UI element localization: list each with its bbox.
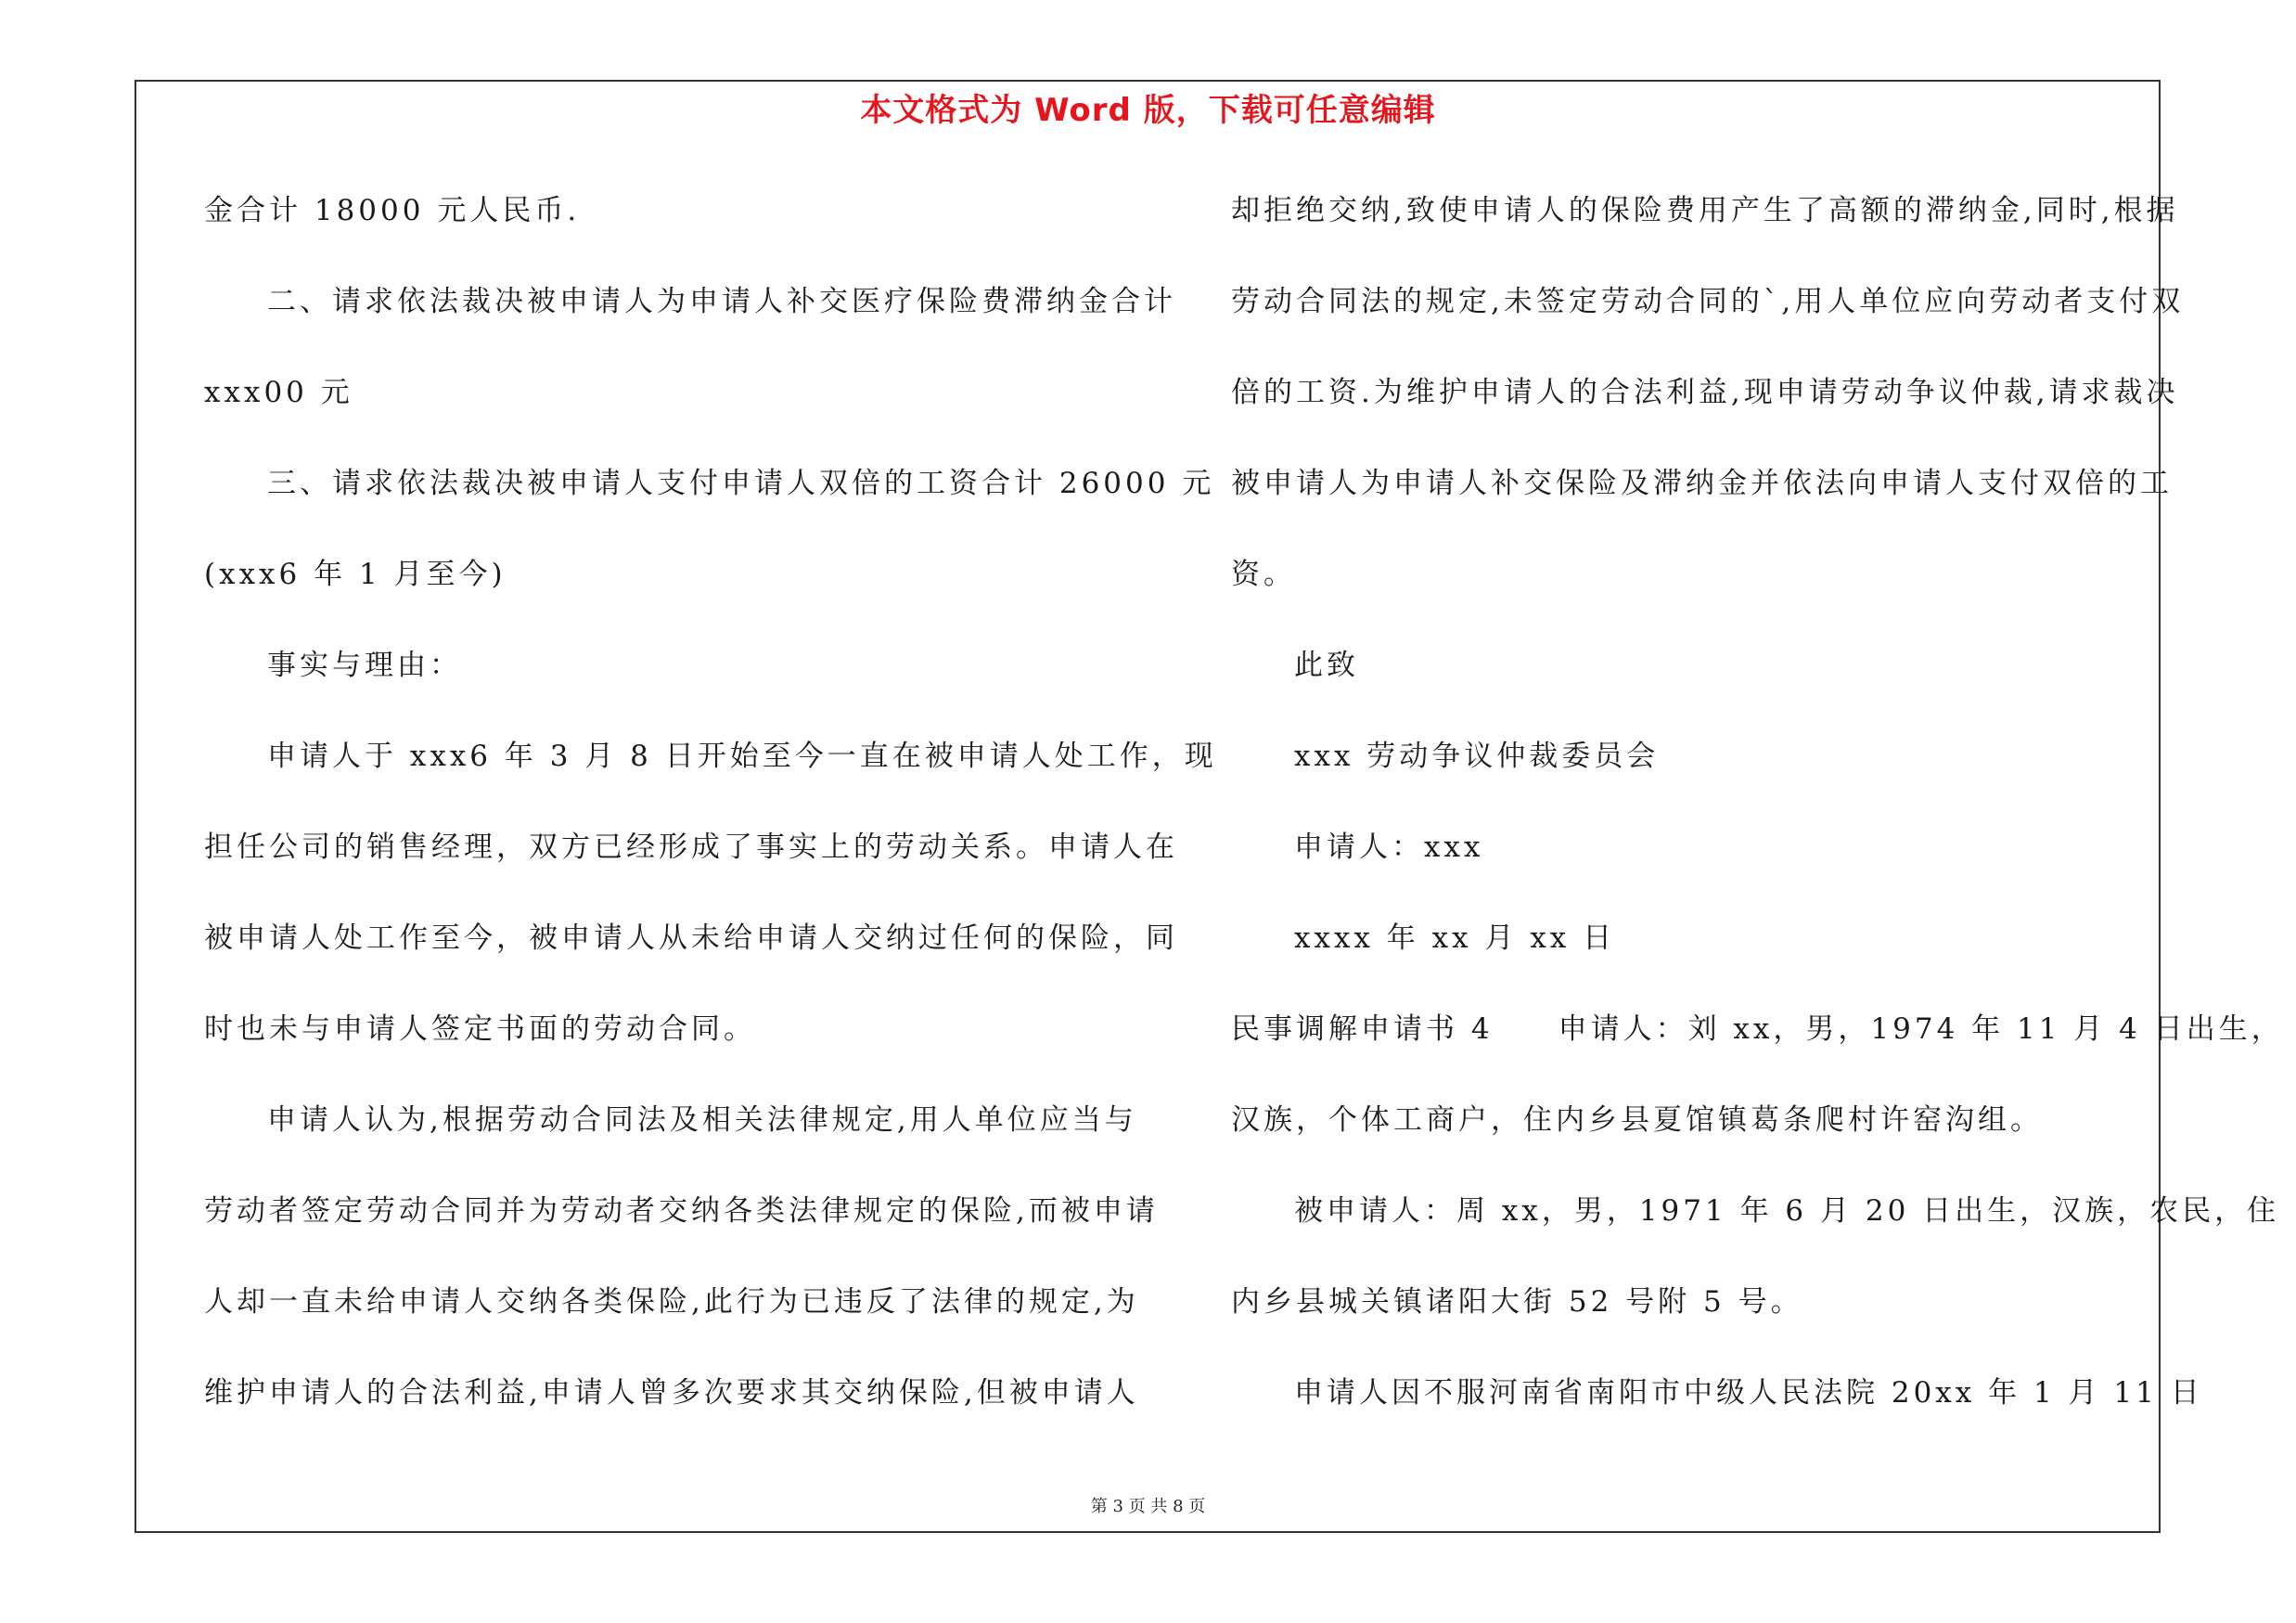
- text-line: 内乡县城关镇诸阳大街 52 号附 5 号。: [1231, 1285, 1803, 1319]
- text-line: 二、请求依法裁决被申请人为申请人补交医疗保险费滞纳金合计: [267, 285, 1176, 318]
- text-line: 却拒绝交纳,致使申请人的保险费用产生了高额的滞纳金,同时,根据: [1231, 194, 2179, 227]
- text-line: 申请人：xxx: [1294, 831, 1484, 864]
- page-number-footer: 第 3 页 共 8 页: [1090, 1497, 1206, 1516]
- text-line: 金合计 18000 元人民币.: [204, 194, 581, 227]
- text-line: xxxx 年 xx 月 xx 日: [1294, 921, 1616, 955]
- text-line: 资。: [1231, 558, 1296, 591]
- text-line: 被申请人：周 xx，男，1971 年 6 月 20 日出生，汉族，农民，住: [1294, 1194, 2280, 1228]
- text-line: 申请人因不服河南省南阳市中级人民法院 20xx 年 1 月 11 日: [1294, 1376, 2203, 1410]
- right-text-column: [1231, 182, 2284, 1455]
- text-line: 申请人认为,根据劳动合同法及相关法律规定,用人单位应当与: [267, 1103, 1137, 1137]
- text-line: 三、请求依法裁决被申请人支付申请人双倍的工资合计 26000 元: [267, 467, 1215, 500]
- text-line: 被申请人为申请人补交保险及滞纳金并依法向申请人支付双倍的工: [1231, 467, 2173, 500]
- text-line: 时也未与申请人签定书面的劳动合同。: [204, 1012, 756, 1046]
- text-line: 汉族，个体工商户，住内乡县夏馆镇葛条爬村许窑沟组。: [1231, 1103, 2043, 1137]
- format-banner: 本文格式为 Word 版，下载可任意编辑: [860, 92, 1436, 129]
- text-line: 申请人于 xxx6 年 3 月 8 日开始至今一直在被申请人处工作，现: [267, 740, 1217, 773]
- text-line: 担任公司的销售经理，双方已经形成了事实上的劳动关系。申请人在: [204, 831, 1178, 864]
- text-line: 维护申请人的合法利益,申请人曾多次要求其交纳保险,但被申请人: [204, 1376, 1139, 1410]
- text-line: 事实与理由：: [267, 649, 462, 682]
- left-text-column: [204, 182, 1217, 1455]
- text-line: 人却一直未给申请人交纳各类保险,此行为已违反了法律的规定,为: [204, 1285, 1139, 1319]
- text-line: 劳动者签定劳动合同并为劳动者交纳各类法律规定的保险,而被申请: [204, 1194, 1159, 1228]
- text-line: 此致: [1294, 649, 1359, 682]
- text-line: xxx 劳动争议仲裁委员会: [1294, 740, 1660, 773]
- text-line: 倍的工资.为维护申请人的合法利益,现申请劳动争议仲裁,请求裁决: [1231, 376, 2179, 409]
- text-line: xxx00 元: [204, 376, 353, 409]
- text-line: (xxx6 年 1 月至今): [204, 558, 507, 591]
- text-line: 劳动合同法的规定,未签定劳动合同的`,用人单位应向劳动者支付双: [1231, 285, 2185, 318]
- text-line: 民事调解申请书 4 申请人：刘 xx，男，1974 年 11 月 4 日出生，: [1231, 1012, 2284, 1046]
- text-line: 被申请人处工作至今，被申请人从未给申请人交纳过任何的保险，同: [204, 921, 1178, 955]
